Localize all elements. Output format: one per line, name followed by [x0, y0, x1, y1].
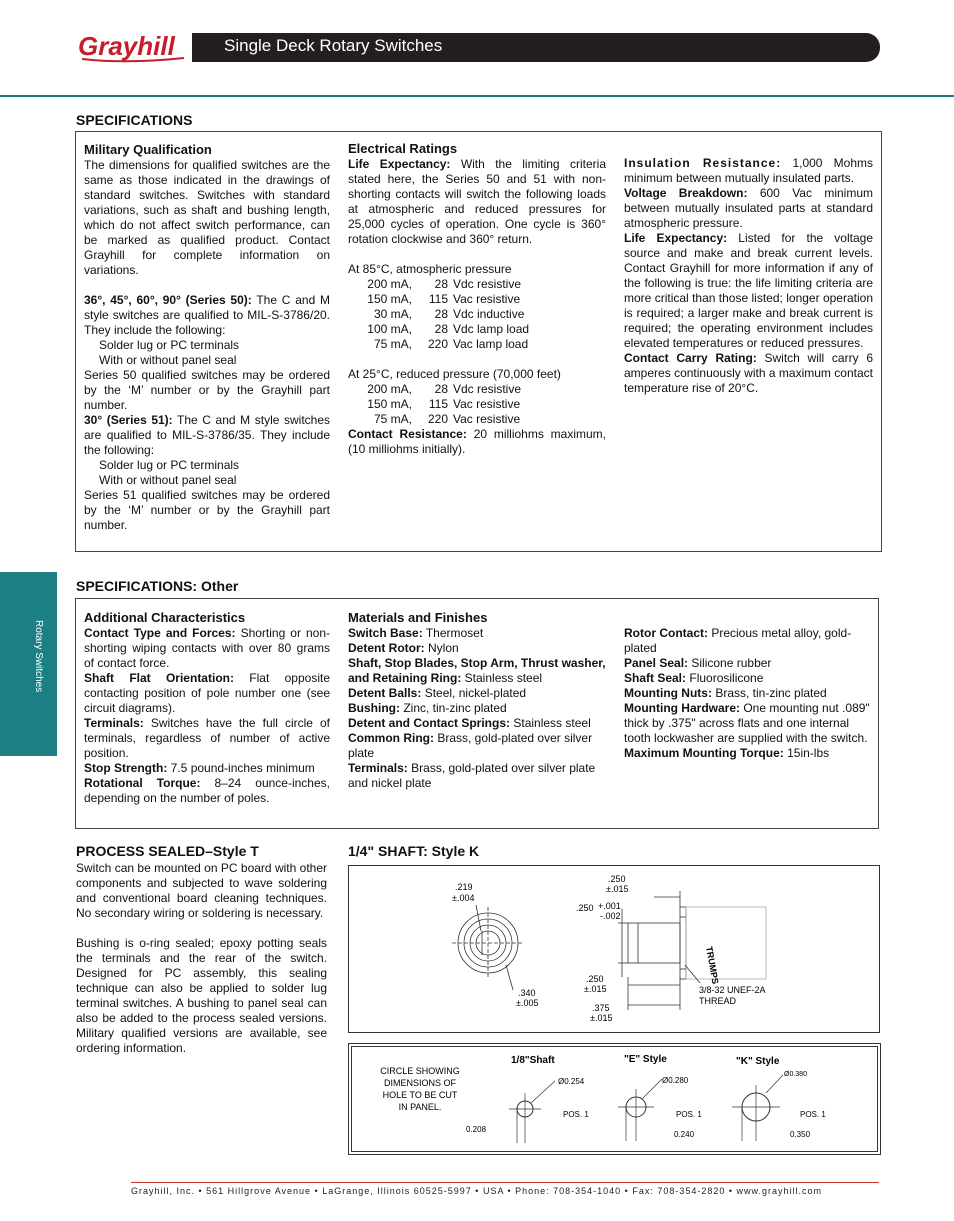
load-voltage: 115	[428, 292, 448, 306]
t25-table	[348, 382, 606, 427]
dim-d2: .340	[518, 988, 536, 998]
life-expectancy	[624, 231, 873, 351]
insulation-resistance	[624, 156, 873, 186]
spec-item	[348, 626, 606, 641]
spec-item	[624, 686, 873, 701]
spec-item	[624, 626, 873, 656]
load-current: 150 mA,	[367, 292, 412, 306]
electrical-title: Electrical Ratings	[348, 141, 458, 156]
spec-item	[84, 776, 330, 806]
load-type: Vac resistive	[453, 397, 521, 411]
load-voltage: 220	[427, 412, 448, 426]
dim-d6t: ±.015	[590, 1013, 613, 1023]
spec-value: Shorting or non-shorting wiping contacts with over 80 grams of contact force.	[84, 626, 330, 670]
spec-item	[624, 746, 873, 761]
series50-note: Series 50 qualified switches may be ordered by the ‘M’ number or by the Grayhill part number.	[84, 368, 330, 412]
thread-label-1: 3/8-32 UNEF-2A	[699, 985, 766, 995]
dim-d6: .375	[592, 1003, 610, 1013]
materials-list	[348, 626, 606, 791]
load-row	[348, 277, 606, 292]
dim-d1t: ±.004	[452, 893, 475, 903]
series50-item: With or without panel seal	[99, 353, 237, 367]
side-tab-label: Rotary Switches	[33, 620, 44, 693]
spec-value: Precious metal alloy, gold-plated	[624, 626, 852, 655]
caption-line: DIMENSIONS OF	[383, 1078, 457, 1088]
style-dia: Ø0.380	[784, 1071, 807, 1078]
spec-value: Fluorosilicone	[689, 671, 764, 685]
t85-label: At 85°C, atmospheric pressure	[348, 262, 512, 276]
other-col3	[624, 626, 873, 761]
voltage-breakdown	[624, 186, 873, 231]
spec-value: Thermoset	[425, 626, 484, 640]
style-pos: POS. 1	[676, 1110, 702, 1119]
load-type: Vdc resistive	[453, 382, 522, 396]
load-row	[348, 322, 606, 337]
spec-label: Maximum Mounting Torque:	[624, 746, 784, 760]
spec-value: 7.5 pound-inches minimum	[170, 761, 315, 775]
spec-item	[84, 626, 330, 671]
spec-item	[624, 656, 873, 671]
materials-column	[348, 610, 606, 791]
footer-rule	[131, 1182, 879, 1183]
spec-label: Switch Base:	[348, 626, 423, 640]
spec-value: Brass, tin-zinc plated	[715, 686, 827, 700]
shaft-drawing	[348, 865, 880, 1033]
contact-resistance	[348, 427, 606, 457]
spec-label: Mounting Hardware:	[624, 701, 740, 715]
spec-value: Brass, gold-plated over silver plate and nickel plate	[348, 761, 596, 790]
load-row	[348, 397, 606, 412]
contact-carry	[624, 351, 873, 396]
load-current: 200 mA,	[367, 382, 412, 396]
dim-d5: .250	[586, 974, 604, 984]
t25-label: At 25°C, reduced pressure (70,000 feet)	[348, 367, 561, 381]
load-type: Vac lamp load	[453, 337, 529, 351]
spec-value: Zinc, tin-zinc plated	[403, 701, 507, 715]
life-text: With the limiting criteria stated here, the Series 50 and 51 with non-shorting contacts will switch the following loads at atmospheric and reduced pressures for 25,000 cycles of operation. One cycle is 360° rotation clockwise and 360° return.	[348, 157, 606, 246]
ir-label: Insulation Resistance:	[624, 156, 782, 170]
load-type: Vdc inductive	[453, 307, 525, 321]
style-name: "K" Style	[736, 1056, 780, 1067]
style-pos: POS. 1	[563, 1110, 589, 1119]
spec-label: Shaft Flat Orientation:	[84, 671, 234, 685]
load-current: 75 mA,	[373, 412, 412, 426]
spec-value: Flat opposite contacting position of pole number one (see circuit diagrams).	[84, 671, 330, 715]
vb-label: Voltage Breakdown:	[624, 186, 748, 200]
spec-label: Common Ring:	[348, 731, 434, 745]
life-para	[348, 157, 606, 247]
specs-heading: SPECIFICATIONS	[76, 112, 193, 128]
spec-item	[348, 716, 606, 731]
other-col3-list	[624, 626, 873, 761]
dim-d1: .219	[455, 882, 473, 892]
caption-line: HOLE TO BE CUT	[382, 1090, 458, 1100]
load-current: 30 mA,	[373, 307, 412, 321]
front-view	[452, 905, 524, 990]
cc-label: Contact Carry Rating:	[624, 351, 757, 365]
load-row	[348, 307, 606, 322]
load-type: Vdc lamp load	[453, 322, 530, 336]
spec-item	[84, 761, 330, 776]
spec-label: Rotational Torque:	[84, 776, 201, 790]
header-rule	[0, 95, 954, 97]
spec-label: Rotor Contact:	[624, 626, 708, 640]
load-row	[348, 337, 606, 352]
dim-d3t: ±.015	[606, 884, 629, 894]
series51-note: Series 51 qualified switches may be ordered by the ‘M’ number or by the Grayhill part number.	[84, 488, 330, 532]
footer: Grayhill, Inc. • 561 Hillgrove Avenue • LaGrange, Illinois 60525-5997 • USA • Phone: 708-354-1040 • Fax: 708-354-2820 • www.grayhill.com	[131, 1186, 823, 1196]
dim-d5t: ±.015	[584, 984, 607, 994]
load-voltage: 28	[434, 322, 448, 336]
process-column	[76, 861, 327, 1056]
series51-para	[84, 413, 330, 458]
spec-label: Shaft Seal:	[624, 671, 687, 685]
spec-item	[348, 641, 606, 656]
spec-value: Stainless steel	[513, 716, 591, 730]
series50-para	[84, 293, 330, 338]
electrical-column	[348, 141, 606, 457]
cr-label: Contact Resistance:	[348, 427, 467, 441]
spec-value: Switches have the full circle of terminals, regardless of number of active position.	[84, 716, 330, 760]
additional-column	[84, 610, 330, 806]
style-e	[618, 1054, 702, 1141]
style-name: "E" Style	[624, 1054, 667, 1065]
load-voltage: 28	[434, 307, 448, 321]
spec-item	[84, 716, 330, 761]
load-voltage: 115	[428, 397, 448, 411]
spec-item	[348, 656, 606, 686]
spec-value: Stainless steel	[464, 671, 543, 685]
process-para-2: Bushing is o-ring sealed; epoxy potting seals the terminals and the rear of the switch. Designed for PC assembly, this sealing technique can also be applied to solder lug terminal switches. A bushing to panel seal can also be added to the process sealed versions. Military qualified versions are available, see ordering information.	[76, 936, 327, 1055]
spec-item	[348, 701, 606, 716]
load-current: 150 mA,	[367, 397, 412, 411]
thread-label-2: THREAD	[699, 996, 737, 1006]
load-current: 75 mA,	[373, 337, 412, 351]
load-type: Vac resistive	[453, 412, 521, 426]
dim-d2t: ±.005	[516, 998, 539, 1008]
spec-label: Detent Balls:	[348, 686, 422, 700]
spec-value: 15in-lbs	[787, 746, 830, 760]
spec-label: Terminals:	[84, 716, 144, 730]
le-label: Life Expectancy:	[624, 231, 728, 245]
spec-item	[348, 686, 606, 701]
spec-label: Mounting Nuts:	[624, 686, 712, 700]
cc-text: Switch will carry 6 amperes continuously with a maximum contact temperature rise of 20°C.	[624, 351, 873, 395]
series51-text: The C and M style switches are qualified to MIL-S-3786/35. They include the following:	[84, 413, 330, 457]
spec-value: Steel, nickel-plated	[424, 686, 527, 700]
spec-label: Panel Seal:	[624, 656, 689, 670]
style-offset: 0.350	[790, 1130, 811, 1139]
load-current: 100 mA,	[367, 322, 412, 336]
process-para-1: Switch can be mounted on PC board with other components and subjected to wave soldering and conventional board cleaning techniques. No secondary wiring or soldering is necessary.	[76, 861, 327, 920]
spec-item	[84, 671, 330, 716]
caption-line: IN PANEL.	[398, 1102, 442, 1112]
additional-list	[84, 626, 330, 806]
process-heading: PROCESS SEALED–Style T	[76, 843, 259, 859]
ir-text: 1,000 Mohms minimum between mutually insulated parts.	[624, 156, 873, 185]
load-row	[348, 412, 606, 427]
load-type: Vdc resistive	[453, 277, 522, 291]
side-view-marking: TRUMPS	[704, 945, 721, 985]
spec-value: Brass, gold-plated over silver plate	[348, 731, 593, 760]
military-title: Military Qualification	[84, 142, 212, 157]
spec-value: Silicone rubber	[691, 656, 772, 670]
other-heading: SPECIFICATIONS: Other	[76, 578, 239, 594]
spec-item	[624, 701, 873, 746]
load-row	[348, 292, 606, 307]
spec-item	[348, 731, 606, 761]
spec-label: Shaft, Stop Blades, Stop Arm, Thrust washer, and Retaining Ring:	[348, 656, 606, 685]
t85-table	[348, 277, 606, 352]
style-1-8-shaft	[466, 1055, 589, 1143]
logo-text: Grayhill	[78, 31, 175, 61]
style-pos: POS. 1	[800, 1110, 826, 1119]
military-intro: The dimensions for qualified switches are the same as those indicated in the drawings of standard switches. Switches with standard variations, such as shaft and bushing length, which do not affect switch performance, can be marked as qualified product. Contact Grayhill for complete information on variations.	[84, 158, 330, 277]
caption-line: CIRCLE SHOWING	[380, 1066, 460, 1076]
page-title: Single Deck Rotary Switches	[224, 36, 443, 55]
life-label: Life Expectancy:	[348, 157, 451, 171]
series51-item: Solder lug or PC terminals	[99, 458, 240, 472]
style-k	[732, 1056, 826, 1141]
series50-label: 36°, 45°, 60°, 90° (Series 50):	[84, 293, 252, 307]
load-current: 200 mA,	[367, 277, 412, 291]
series51-label: 30° (Series 51):	[84, 413, 173, 427]
style-offset: 0.240	[674, 1130, 695, 1139]
style-offset: 0.208	[466, 1125, 487, 1134]
series50-item: Solder lug or PC terminals	[99, 338, 240, 352]
series51-item: With or without panel seal	[99, 473, 237, 487]
grayhill-logo	[76, 28, 188, 68]
specs-col3	[624, 156, 873, 396]
load-voltage: 28	[434, 382, 448, 396]
vb-text: 600 Vac minimum between mutually insulated parts at standard atmospheric pressure.	[624, 186, 873, 230]
military-column	[84, 142, 330, 533]
materials-title: Materials and Finishes	[348, 610, 488, 625]
spec-value: Nylon	[428, 641, 459, 655]
spec-value: One mounting nut .089" thick by .375" across flats and one internal tooth lockwasher are supplied with the switch.	[624, 701, 870, 745]
spec-label: Detent and Contact Springs:	[348, 716, 511, 730]
spec-label: Contact Type and Forces:	[84, 626, 236, 640]
dim-d3: .250	[608, 874, 626, 884]
load-voltage: 28	[434, 277, 448, 291]
load-type: Vac resistive	[453, 292, 521, 306]
spec-label: Terminals:	[348, 761, 408, 775]
spec-label: Bushing:	[348, 701, 400, 715]
load-voltage: 220	[427, 337, 448, 351]
load-row	[348, 382, 606, 397]
spec-label: Stop Strength:	[84, 761, 168, 775]
le-text: Listed for the voltage source and make and break current levels. Contact Grayhill for more information if any of the following is true: the life limiting criteria are more critical than those listed; longer operation is required; a larger make and break current is required; the operating environment includes elevated temperatures or reduced pressures.	[624, 231, 873, 350]
style-dia: Ø0.280	[662, 1076, 689, 1085]
series50-text: The C and M style switches are qualified to MIL-S-3786/20. They include the following:	[84, 293, 330, 337]
spec-value: 8–24 ounce-inches, depending on the number of poles.	[84, 776, 330, 805]
panel-cutout-drawing	[348, 1043, 881, 1155]
style-dia: Ø0.254	[558, 1077, 585, 1086]
dim-d4: .250	[576, 903, 594, 913]
additional-title: Additional Characteristics	[84, 610, 246, 625]
dim-d4a: +.001	[598, 901, 621, 911]
side-tab	[0, 572, 57, 756]
shaft-heading: 1/4" SHAFT: Style K	[348, 843, 480, 859]
cr-text: 20 milliohms maximum, (10 milliohms initially).	[348, 427, 607, 456]
dim-d4b: -.002	[600, 911, 621, 921]
spec-item	[348, 761, 606, 791]
spec-item	[624, 671, 873, 686]
spec-label: Detent Rotor:	[348, 641, 425, 655]
style-name: 1/8"Shaft	[511, 1055, 555, 1066]
